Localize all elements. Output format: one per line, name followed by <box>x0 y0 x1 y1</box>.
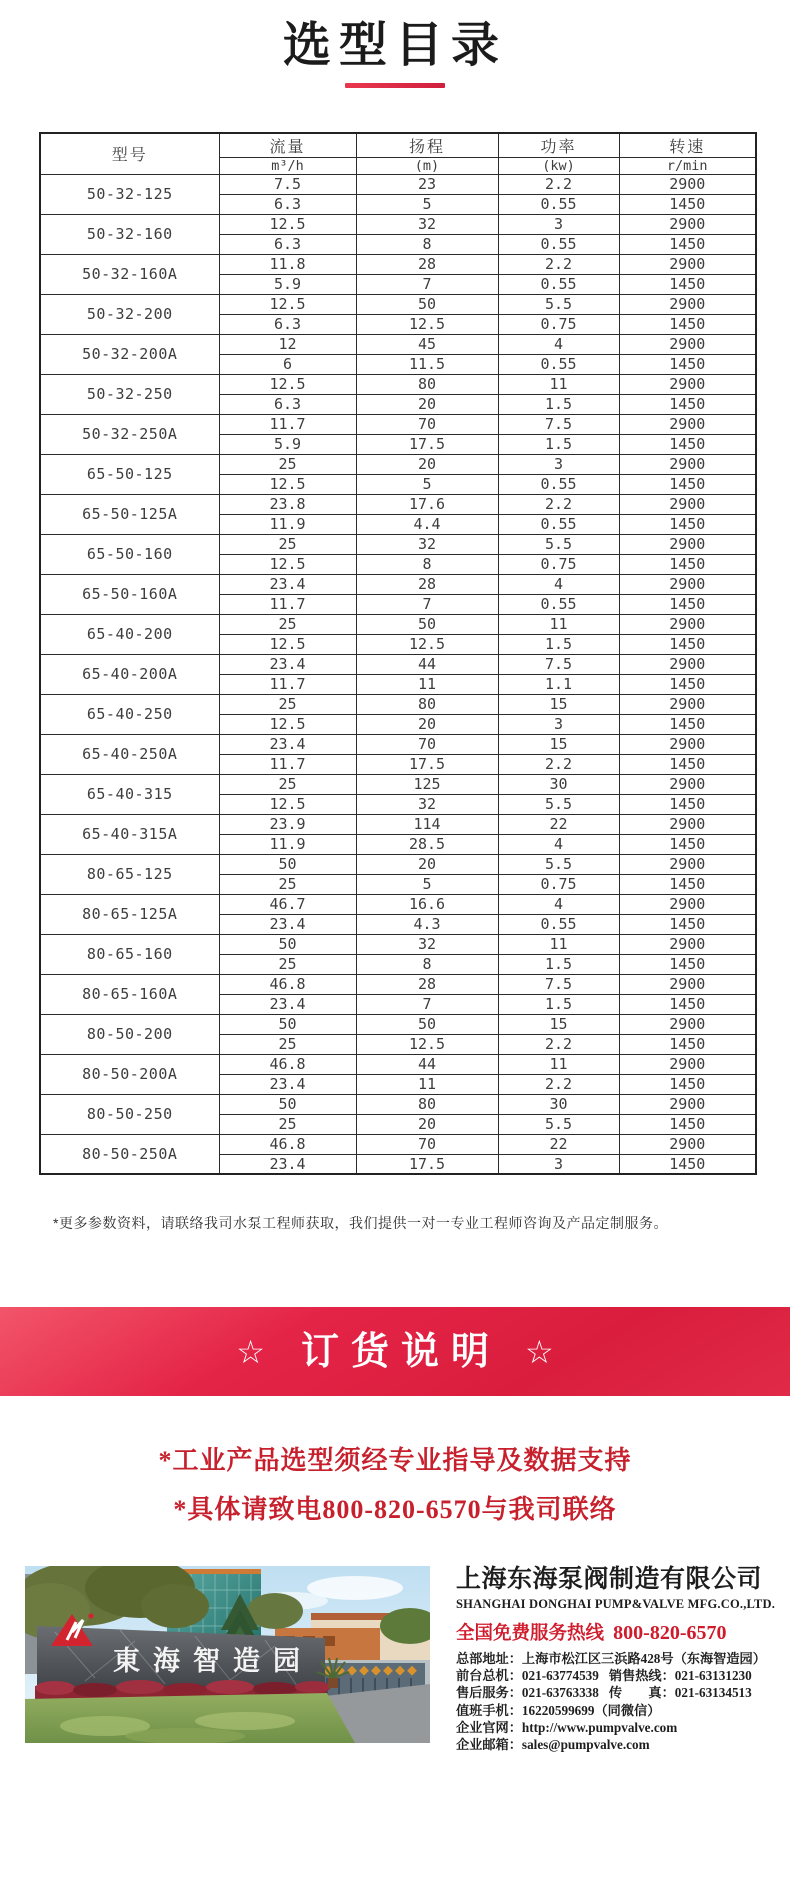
model-cell: 65-40-315 <box>40 774 219 814</box>
value-cell: 11.7 <box>219 594 356 614</box>
value-cell: 2900 <box>619 854 756 874</box>
value-cell: 4 <box>498 834 619 854</box>
value-cell: 11.9 <box>219 834 356 854</box>
value-cell: 2.2 <box>498 254 619 274</box>
value-cell: 32 <box>356 794 498 814</box>
value-cell: 11 <box>356 674 498 694</box>
contact-line <box>456 1684 761 1701</box>
contact-pair: 企业官网：http://www.pumpvalve.com <box>456 1719 678 1735</box>
table-row <box>40 894 756 914</box>
value-cell: 6 <box>219 354 356 374</box>
order-note-2: *具体请致电800-820-6570与我司联络 <box>173 1495 617 1525</box>
value-cell: 12.5 <box>356 1034 498 1054</box>
value-cell: 5.5 <box>498 854 619 874</box>
value-cell: 1450 <box>619 954 756 974</box>
value-cell: 2900 <box>619 174 756 194</box>
value-cell: 12.5 <box>356 314 498 334</box>
value-cell: 2900 <box>619 1014 756 1034</box>
value-cell: 15 <box>498 734 619 754</box>
value-cell: 12.5 <box>219 294 356 314</box>
value-cell: 2900 <box>619 374 756 394</box>
table-row <box>40 574 756 594</box>
table-row <box>40 1094 756 1114</box>
value-cell: 50 <box>356 614 498 634</box>
value-cell: 2.2 <box>498 1074 619 1094</box>
value-cell: 46.7 <box>219 894 356 914</box>
value-cell: 23 <box>356 174 498 194</box>
value-cell: 2900 <box>619 934 756 954</box>
value-cell: 70 <box>356 734 498 754</box>
table-row <box>40 454 756 474</box>
value-cell: 2900 <box>619 414 756 434</box>
table-row <box>40 734 756 754</box>
value-cell: 2900 <box>619 694 756 714</box>
value-cell: 7.5 <box>219 174 356 194</box>
value-cell: 17.6 <box>356 494 498 514</box>
value-cell: 44 <box>356 654 498 674</box>
value-cell: 0.75 <box>498 554 619 574</box>
contact-line <box>456 1719 761 1736</box>
value-cell: 20 <box>356 1114 498 1134</box>
value-cell: 17.5 <box>356 1154 498 1174</box>
value-cell: 7 <box>356 274 498 294</box>
value-cell: 0.55 <box>498 474 619 494</box>
value-cell: 12.5 <box>219 714 356 734</box>
value-cell: 32 <box>356 214 498 234</box>
value-cell: 25 <box>219 534 356 554</box>
value-cell: 8 <box>356 234 498 254</box>
order-banner <box>0 1307 790 1396</box>
value-cell: 1450 <box>619 834 756 854</box>
value-cell: 32 <box>356 934 498 954</box>
value-cell: 11.9 <box>219 514 356 534</box>
value-cell: 5.5 <box>498 1114 619 1134</box>
value-cell: 45 <box>356 334 498 354</box>
value-cell: 22 <box>498 814 619 834</box>
value-cell: 23.4 <box>219 1074 356 1094</box>
table-row <box>40 1014 756 1034</box>
value-cell: 30 <box>498 774 619 794</box>
table-row <box>40 334 756 354</box>
value-cell: 1450 <box>619 554 756 574</box>
value-cell: 0.75 <box>498 314 619 334</box>
value-cell: 1450 <box>619 1034 756 1054</box>
page-title: 选型目录 <box>282 19 507 72</box>
value-cell: 15 <box>498 1014 619 1034</box>
value-cell: 8 <box>356 554 498 574</box>
model-cell: 80-50-200 <box>40 1014 219 1054</box>
value-cell: 2900 <box>619 894 756 914</box>
value-cell: 0.55 <box>498 594 619 614</box>
contact-pair: 销售热线：021-63131230 <box>608 1668 752 1684</box>
value-cell: 28 <box>356 254 498 274</box>
value-cell: 16.6 <box>356 894 498 914</box>
model-cell: 65-50-125A <box>40 494 219 534</box>
value-cell: 12.5 <box>219 214 356 234</box>
value-cell: 2900 <box>619 214 756 234</box>
value-cell: 1450 <box>619 754 756 774</box>
value-cell: 7.5 <box>498 974 619 994</box>
value-cell: 0.55 <box>498 194 619 214</box>
value-cell: 12.5 <box>219 554 356 574</box>
value-cell: 114 <box>356 814 498 834</box>
value-cell: 5.5 <box>498 794 619 814</box>
value-cell: 25 <box>219 614 356 634</box>
value-cell: 70 <box>356 414 498 434</box>
table-row <box>40 774 756 794</box>
value-cell: 80 <box>356 694 498 714</box>
value-cell: 1450 <box>619 354 756 374</box>
value-cell: 3 <box>498 714 619 734</box>
value-cell: 1.5 <box>498 954 619 974</box>
table-row <box>40 934 756 954</box>
unit-head: (m) <box>356 157 498 174</box>
value-cell: 5.9 <box>219 274 356 294</box>
value-cell: 25 <box>219 954 356 974</box>
value-cell: 0.55 <box>498 514 619 534</box>
value-cell: 2900 <box>619 654 756 674</box>
value-cell: 11.7 <box>219 674 356 694</box>
value-cell: 12.5 <box>219 634 356 654</box>
table-row <box>40 414 756 434</box>
value-cell: 50 <box>219 1094 356 1114</box>
value-cell: 7.5 <box>498 654 619 674</box>
value-cell: 2900 <box>619 734 756 754</box>
value-cell: 1.5 <box>498 394 619 414</box>
value-cell: 1.1 <box>498 674 619 694</box>
value-cell: 3 <box>498 214 619 234</box>
value-cell: 1450 <box>619 514 756 534</box>
value-cell: 70 <box>356 1134 498 1154</box>
value-cell: 11.5 <box>356 354 498 374</box>
value-cell: 1450 <box>619 714 756 734</box>
model-cell: 50-32-250 <box>40 374 219 414</box>
value-cell: 25 <box>219 694 356 714</box>
star-icon: ☆ <box>236 1333 265 1370</box>
value-cell: 23.4 <box>219 994 356 1014</box>
value-cell: 7 <box>356 994 498 1014</box>
value-cell: 2.2 <box>498 174 619 194</box>
value-cell: 11.8 <box>219 254 356 274</box>
value-cell: 5.9 <box>219 434 356 454</box>
value-cell: 23.4 <box>219 574 356 594</box>
value-cell: 28 <box>356 574 498 594</box>
contact-line <box>456 1736 761 1753</box>
value-cell: 50 <box>356 1014 498 1034</box>
footer <box>0 1566 790 1753</box>
value-cell: 11 <box>356 1074 498 1094</box>
value-cell: 32 <box>356 534 498 554</box>
value-cell: 4.4 <box>356 514 498 534</box>
model-cell: 80-50-250A <box>40 1134 219 1174</box>
model-cell: 65-50-160A <box>40 574 219 614</box>
title-underline <box>345 83 445 88</box>
value-cell: 2900 <box>619 814 756 834</box>
value-cell: 23.9 <box>219 814 356 834</box>
model-cell: 80-50-250 <box>40 1094 219 1134</box>
value-cell: 1450 <box>619 194 756 214</box>
unit-speed: r/min <box>619 157 756 174</box>
star-icon: ☆ <box>525 1333 554 1370</box>
value-cell: 7.5 <box>498 414 619 434</box>
value-cell: 17.5 <box>356 434 498 454</box>
value-cell: 20 <box>356 454 498 474</box>
value-cell: 6.3 <box>219 194 356 214</box>
model-cell: 65-40-250A <box>40 734 219 774</box>
value-cell: 1450 <box>619 1074 756 1094</box>
contact-pair: 前台总机：021-63774539 <box>456 1668 599 1684</box>
value-cell: 1450 <box>619 434 756 454</box>
value-cell: 5 <box>356 474 498 494</box>
value-cell: 44 <box>356 1054 498 1074</box>
model-cell: 50-32-160 <box>40 214 219 254</box>
table-row <box>40 174 756 194</box>
model-cell: 80-65-125A <box>40 894 219 934</box>
value-cell: 17.5 <box>356 754 498 774</box>
footnote: *更多参数资料，请联络我司水泵工程师获取，我们提供一对一专业工程师咨询及产品定制服务。 <box>53 1215 668 1232</box>
value-cell: 2900 <box>619 774 756 794</box>
value-cell: 5 <box>356 874 498 894</box>
value-cell: 11 <box>498 934 619 954</box>
value-cell: 6.3 <box>219 234 356 254</box>
value-cell: 0.55 <box>498 234 619 254</box>
value-cell: 2.2 <box>498 1034 619 1054</box>
contact-pair: 售后服务：021-63763338 <box>456 1685 599 1701</box>
table-row <box>40 374 756 394</box>
value-cell: 12.5 <box>356 634 498 654</box>
contact-line <box>456 1702 761 1719</box>
value-cell: 4 <box>498 894 619 914</box>
value-cell: 2900 <box>619 1094 756 1114</box>
order-note-1: *工业产品选型须经专业指导及数据支持 <box>158 1446 632 1476</box>
value-cell: 0.75 <box>498 874 619 894</box>
value-cell: 25 <box>219 454 356 474</box>
model-cell: 80-65-160 <box>40 934 219 974</box>
value-cell: 23.8 <box>219 494 356 514</box>
value-cell: 2900 <box>619 574 756 594</box>
model-cell: 80-65-125 <box>40 854 219 894</box>
company-name-en: SHANGHAI DONGHAI PUMP&VALVE MFG.CO.,LTD. <box>456 1596 776 1611</box>
value-cell: 4 <box>498 574 619 594</box>
model-cell: 65-40-315A <box>40 814 219 854</box>
value-cell: 23.4 <box>219 734 356 754</box>
model-cell: 65-40-200 <box>40 614 219 654</box>
value-cell: 2900 <box>619 974 756 994</box>
table-row <box>40 694 756 714</box>
contact-line <box>456 1650 766 1667</box>
unit-flow: m³/h <box>219 157 356 174</box>
value-cell: 1450 <box>619 594 756 614</box>
value-cell: 1450 <box>619 794 756 814</box>
table-body <box>40 174 756 1174</box>
header-power: 功率 <box>498 133 619 158</box>
value-cell: 4.3 <box>356 914 498 934</box>
value-cell: 2900 <box>619 614 756 634</box>
model-cell: 50-32-250A <box>40 414 219 454</box>
value-cell: 25 <box>219 1114 356 1134</box>
contact-pair: 传 真：021-63134513 <box>608 1685 752 1701</box>
contact-lines <box>456 1650 766 1754</box>
value-cell: 0.55 <box>498 354 619 374</box>
hotline-label: 全国免费服务热线 <box>456 1621 605 1643</box>
value-cell: 80 <box>356 1094 498 1114</box>
value-cell: 2.2 <box>498 754 619 774</box>
table-row <box>40 254 756 274</box>
value-cell: 11 <box>498 1054 619 1074</box>
hotline-number: 800-820-6570 <box>613 1621 727 1644</box>
contact-line <box>456 1667 761 1684</box>
value-cell: 25 <box>219 774 356 794</box>
value-cell: 80 <box>356 374 498 394</box>
model-cell: 65-40-200A <box>40 654 219 694</box>
value-cell: 3 <box>498 454 619 474</box>
value-cell: 1450 <box>619 634 756 654</box>
table-row <box>40 614 756 634</box>
value-cell: 1450 <box>619 874 756 894</box>
selection-table <box>39 132 757 1176</box>
contact-pair: 值班手机：16220599699（同微信） <box>456 1702 661 1718</box>
value-cell: 0.55 <box>498 914 619 934</box>
value-cell: 11.7 <box>219 414 356 434</box>
value-cell: 1450 <box>619 994 756 1014</box>
header-speed: 转速 <box>619 133 756 158</box>
value-cell: 11 <box>498 374 619 394</box>
value-cell: 50 <box>356 294 498 314</box>
model-cell: 65-50-125 <box>40 454 219 494</box>
model-cell: 50-32-125 <box>40 174 219 214</box>
value-cell: 2900 <box>619 294 756 314</box>
value-cell: 30 <box>498 1094 619 1114</box>
value-cell: 20 <box>356 714 498 734</box>
value-cell: 12.5 <box>219 474 356 494</box>
value-cell: 12.5 <box>219 374 356 394</box>
value-cell: 1.5 <box>498 434 619 454</box>
value-cell: 2900 <box>619 254 756 274</box>
value-cell: 1450 <box>619 234 756 254</box>
company-name-cn: 上海东海泵阀制造有限公司 <box>456 1565 763 1594</box>
value-cell: 1450 <box>619 674 756 694</box>
model-cell: 65-50-160 <box>40 534 219 574</box>
value-cell: 23.4 <box>219 1154 356 1174</box>
value-cell: 1450 <box>619 914 756 934</box>
value-cell: 28 <box>356 974 498 994</box>
hotline <box>456 1619 761 1645</box>
header-head: 扬程 <box>356 133 498 158</box>
value-cell: 20 <box>356 854 498 874</box>
table-row <box>40 854 756 874</box>
value-cell: 23.4 <box>219 914 356 934</box>
table-row <box>40 494 756 514</box>
value-cell: 12 <box>219 334 356 354</box>
value-cell: 25 <box>219 1034 356 1054</box>
value-cell: 8 <box>356 954 498 974</box>
value-cell: 1450 <box>619 394 756 414</box>
value-cell: 2900 <box>619 334 756 354</box>
order-banner-title: 订货说明 <box>300 1330 501 1373</box>
value-cell: 2.2 <box>498 494 619 514</box>
value-cell: 50 <box>219 1014 356 1034</box>
model-cell: 50-32-200 <box>40 294 219 334</box>
model-cell: 80-65-160A <box>40 974 219 1014</box>
value-cell: 11.7 <box>219 754 356 774</box>
value-cell: 6.3 <box>219 314 356 334</box>
model-cell: 50-32-160A <box>40 254 219 294</box>
value-cell: 125 <box>356 774 498 794</box>
value-cell: 1450 <box>619 314 756 334</box>
header-flow: 流量 <box>219 133 356 158</box>
table-row <box>40 974 756 994</box>
value-cell: 15 <box>498 694 619 714</box>
contact-pair: 企业邮箱：sales@pumpvalve.com <box>456 1737 650 1753</box>
value-cell: 4 <box>498 334 619 354</box>
value-cell: 2900 <box>619 1054 756 1074</box>
header-model: 型号 <box>40 133 219 175</box>
value-cell: 5.5 <box>498 534 619 554</box>
value-cell: 7 <box>356 594 498 614</box>
value-cell: 1450 <box>619 1114 756 1134</box>
sign-text: 東海智造园 <box>113 1646 313 1677</box>
value-cell: 2900 <box>619 494 756 514</box>
value-cell: 2900 <box>619 534 756 554</box>
table-row <box>40 814 756 834</box>
value-cell: 23.4 <box>219 654 356 674</box>
value-cell: 5.5 <box>498 294 619 314</box>
table-row <box>40 1134 756 1154</box>
value-cell: 50 <box>219 934 356 954</box>
value-cell: 20 <box>356 394 498 414</box>
value-cell: 3 <box>498 1154 619 1174</box>
contact-block <box>456 1565 776 1753</box>
model-cell: 80-50-200A <box>40 1054 219 1094</box>
value-cell: 50 <box>219 854 356 874</box>
table-row <box>40 1054 756 1074</box>
value-cell: 1450 <box>619 274 756 294</box>
value-cell: 12.5 <box>219 794 356 814</box>
value-cell: 46.8 <box>219 974 356 994</box>
unit-power: (kw) <box>498 157 619 174</box>
value-cell: 22 <box>498 1134 619 1154</box>
table-row <box>40 214 756 234</box>
value-cell: 28.5 <box>356 834 498 854</box>
table-row <box>40 654 756 674</box>
value-cell: 46.8 <box>219 1134 356 1154</box>
value-cell: 6.3 <box>219 394 356 414</box>
value-cell: 1450 <box>619 1154 756 1174</box>
model-cell: 50-32-200A <box>40 334 219 374</box>
value-cell: 11 <box>498 614 619 634</box>
contact-pair: 总部地址：上海市松江区三浜路428号（东海智造园） <box>456 1650 766 1666</box>
value-cell: 1.5 <box>498 634 619 654</box>
value-cell: 2900 <box>619 1134 756 1154</box>
value-cell: 0.55 <box>498 274 619 294</box>
table-row <box>40 294 756 314</box>
value-cell: 1.5 <box>498 994 619 1014</box>
company-photo <box>25 1566 430 1743</box>
table-row <box>40 534 756 554</box>
model-cell: 65-40-250 <box>40 694 219 734</box>
value-cell: 25 <box>219 874 356 894</box>
value-cell: 5 <box>356 194 498 214</box>
table-header <box>40 133 756 175</box>
value-cell: 2900 <box>619 454 756 474</box>
value-cell: 46.8 <box>219 1054 356 1074</box>
value-cell: 1450 <box>619 474 756 494</box>
